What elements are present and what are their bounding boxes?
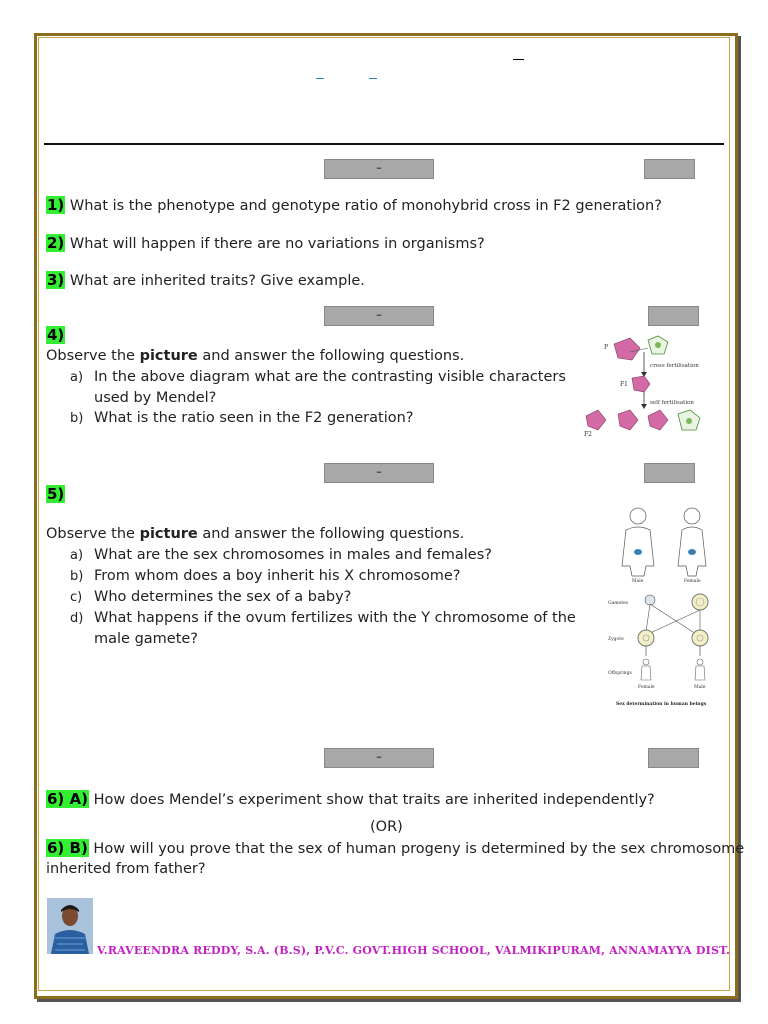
diagram-label-f1: F1: [620, 381, 628, 388]
or-separator: [370, 817, 403, 837]
question-text: What is the phenotype and genotype ratio of monohybrid cross in F2 generation?: [69, 198, 662, 214]
question-number: 3): [47, 271, 65, 289]
sub-label: d): [70, 611, 84, 626]
violet-flower-icon: [614, 338, 640, 360]
question-5a: [70, 545, 492, 567]
label-zygote: Zygote: [608, 637, 624, 642]
violet-flower-icon: [632, 376, 650, 392]
section-dash: –: [376, 308, 382, 321]
question-5-number: [46, 484, 65, 505]
label-female: Female: [684, 579, 701, 584]
header-dash: [513, 59, 524, 60]
question-6b: [46, 838, 744, 859]
question-text: How does Mendel’s experiment show that traits are inherited independently?: [93, 792, 655, 808]
intro-text-rest: and answer the following questions.: [197, 526, 465, 542]
section-dash: –: [376, 465, 382, 478]
question-1: [46, 195, 662, 216]
question-number: 2): [47, 234, 65, 252]
intro-bold: picture: [139, 348, 198, 364]
diagram-label-f2: F2: [584, 431, 592, 438]
section-marks-box-3: [324, 463, 434, 483]
question-6b-cont: [46, 859, 206, 879]
sub-text: From whom does a boy inherit his X chromosome?: [94, 568, 461, 584]
diagram-label-cross: cross fertilisation: [650, 363, 699, 369]
header-link-mark-2: [369, 78, 377, 79]
question-5-intro: [46, 524, 464, 544]
sub-label: b): [70, 411, 84, 426]
sub-text: Who determines the sex of a baby?: [94, 589, 352, 605]
header-link-mark-1: [316, 78, 324, 79]
footer-author-credit: V.RAVEENDRA REDDY, S.A. (B.S), P.V.C. GOVT.HIGH SCHOOL, VALMIKIPURAM, ANNAMAYYA DIST.: [97, 944, 731, 957]
ovum-icon: [692, 594, 708, 610]
question-4a-cont: [94, 388, 216, 409]
section-marks-box-2: [324, 306, 434, 326]
question-5b: [70, 566, 461, 588]
question-text: How will you prove that the sex of human progeny is determined by the sex chromosome: [93, 841, 745, 857]
label-male-offspring: Male: [694, 685, 706, 690]
question-4-number: [46, 325, 65, 346]
zygote-icon: [638, 630, 654, 646]
male-body-icon: [622, 508, 654, 576]
section-dash: –: [376, 750, 382, 763]
label-male: Male: [632, 579, 644, 584]
question-text: inherited from father?: [46, 861, 206, 877]
diagram-caption: Sex determination in human beings: [616, 702, 707, 707]
sperm-icon: [645, 595, 655, 605]
section-dash: –: [376, 161, 382, 174]
section-marks-box-1: [324, 159, 434, 179]
question-number: 4): [47, 326, 65, 344]
section-score-box-3: [644, 463, 695, 483]
question-number: 6) B): [47, 839, 88, 857]
question-4b: [70, 408, 414, 430]
intro-text-rest: and answer the following questions.: [197, 348, 465, 364]
question-4-intro: [46, 346, 464, 366]
violet-flower-icon: [648, 410, 668, 430]
question-6a: [46, 789, 655, 810]
question-5d-cont: [94, 629, 198, 650]
diagram-label-self: self fertilisation: [650, 400, 694, 406]
sex-determination-diagram: [606, 504, 718, 710]
zygote-icon: [692, 630, 708, 646]
section-score-box-4: [648, 748, 699, 768]
mendel-cross-diagram: [582, 334, 710, 444]
or-text: (OR): [370, 819, 403, 835]
label-female-offspring: Female: [638, 685, 655, 690]
sub-text: What are the sex chromosomes in males and females?: [94, 547, 492, 563]
diagram-label-p: P: [604, 344, 609, 351]
header-rule: [44, 143, 724, 145]
violet-flower-icon: [618, 410, 638, 430]
sub-text: In the above diagram what are the contrasting visible characters: [94, 369, 566, 385]
offspring-icon: [641, 659, 705, 680]
intro-text: Observe the: [46, 348, 140, 364]
question-number: 6) A): [47, 790, 88, 808]
intro-bold: picture: [139, 526, 198, 542]
label-offspring: Offsprings: [608, 671, 632, 676]
intro-text: Observe the: [46, 526, 140, 542]
question-5d: [70, 608, 576, 630]
female-body-icon: [678, 508, 706, 576]
section-marks-box-4: [324, 748, 434, 768]
sub-text: What happens if the ovum fertilizes with the Y chromosome of the: [94, 610, 576, 626]
sub-label: a): [70, 370, 84, 385]
question-4a: [70, 367, 566, 389]
question-3: [46, 270, 365, 291]
question-5c: [70, 587, 351, 609]
sub-text: male gamete?: [94, 631, 199, 647]
section-score-box-1: [644, 159, 695, 179]
author-photo: [47, 898, 93, 954]
question-text: What are inherited traits? Give example.: [69, 273, 365, 289]
question-number: 1): [47, 196, 65, 214]
violet-flower-icon: [586, 410, 606, 430]
section-score-box-2: [648, 306, 699, 326]
sub-text: What is the ratio seen in the F2 generation?: [94, 410, 414, 426]
sub-text: used by Mendel?: [94, 390, 217, 406]
question-number: 5): [47, 485, 65, 503]
question-text: What will happen if there are no variations in organisms?: [69, 236, 485, 252]
label-gametes: Gametes: [608, 601, 628, 606]
sub-label: c): [70, 590, 83, 605]
question-2: [46, 233, 485, 254]
sub-label: a): [70, 548, 84, 563]
sub-label: b): [70, 569, 84, 584]
